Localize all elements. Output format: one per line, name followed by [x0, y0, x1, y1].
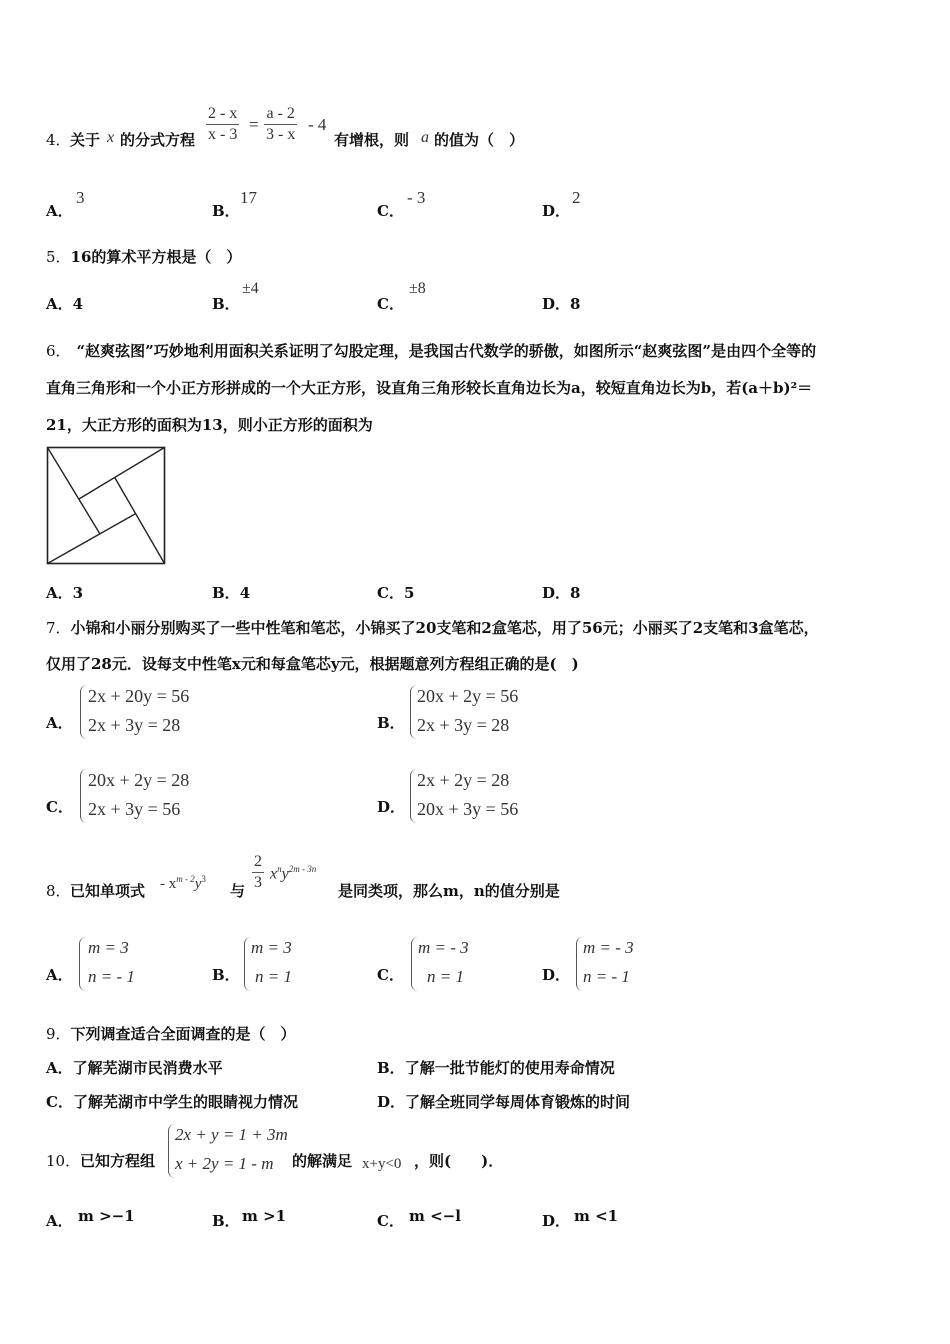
big-square: [48, 448, 165, 564]
option-value: 了解全班同学每周体育锻炼的时间: [405, 1093, 631, 1111]
q10-text-a: 已知方程组: [80, 1152, 156, 1170]
q4-text-c: 有增根，则: [334, 131, 410, 149]
q8-coefficient: [252, 852, 264, 893]
q9-option-a[interactable]: [46, 1057, 223, 1078]
q10-option-a[interactable]: [46, 1207, 196, 1233]
option-value: 8: [570, 295, 581, 313]
q5-stem: [46, 246, 241, 267]
q6-line-3: 21，大正方形的面积为13，则小正方形的面积为: [46, 416, 373, 434]
q8-option-c[interactable]: [377, 935, 527, 995]
q6-text-line-1: “赵爽弦图”巧妙地利用面积关系证明了勾股定理，是我国古代数学的骄傲，如图所示“赵爽弦图”是由四个全等的: [76, 342, 817, 360]
option-label: A．: [46, 1059, 73, 1077]
q9-stem: [46, 1023, 296, 1044]
equation-1: 20x + 2y = 28: [88, 770, 190, 790]
q8-stem: [46, 852, 746, 902]
q6-option-a[interactable]: [46, 582, 83, 603]
mono1-exp-y: 3: [201, 874, 206, 884]
option-label: A．: [46, 202, 73, 220]
option-label: D．: [542, 584, 571, 602]
q4-frac1-denominator: x - 3: [208, 126, 238, 143]
brace-icon: [80, 685, 87, 739]
mono1-exp-x: m - 2: [176, 874, 195, 884]
option-label: C．: [46, 798, 73, 816]
q4-var-a: a: [421, 129, 429, 146]
q9-option-d[interactable]: [377, 1091, 630, 1112]
option-label: B．: [212, 584, 240, 602]
brace-icon: [168, 1124, 175, 1178]
triangle-hypotenuse-4: [48, 514, 136, 564]
option-value: - 3: [407, 188, 426, 207]
mono1-base: - x: [160, 876, 177, 892]
q6-option-d[interactable]: [542, 582, 580, 603]
mono1-y: y: [194, 876, 202, 892]
option-label: D．: [377, 1093, 406, 1111]
option-label: C．: [377, 584, 404, 602]
mono2-exp-y: 2m - 3n: [288, 864, 317, 874]
q4-option-a[interactable]: [46, 188, 196, 218]
option-label: C．: [377, 1212, 404, 1230]
option-value: 17: [240, 188, 257, 207]
q4-text-b: 的分式方程: [120, 131, 196, 149]
q10-equation-2: x + 2y = 1 - m: [175, 1154, 274, 1173]
option-label: C．: [377, 966, 404, 984]
q4-option-c[interactable]: [377, 188, 527, 218]
q4-option-d[interactable]: [542, 188, 692, 218]
q6-option-c[interactable]: [377, 582, 414, 603]
mono2-x: x: [270, 865, 278, 883]
brace-icon: [410, 685, 417, 739]
equation-2: 2x + 3y = 56: [88, 799, 181, 819]
brace-icon: [80, 769, 87, 823]
q10-stem: [46, 1122, 646, 1182]
option-value: m >1: [242, 1207, 287, 1225]
mono2-y: y: [281, 865, 289, 883]
mono2-exp-x: n: [277, 864, 282, 874]
q4-number: 4．: [46, 131, 71, 149]
q8-text-a: 已知单项式: [70, 882, 146, 900]
brace-icon: [244, 937, 251, 991]
equation-2: n = 1: [427, 967, 464, 986]
option-value: m >−1: [78, 1207, 135, 1225]
q6-option-b[interactable]: [212, 582, 250, 603]
q7-option-b[interactable]: [377, 683, 677, 743]
option-label: B．: [212, 295, 240, 313]
option-label: D．: [542, 1212, 571, 1230]
q10-number: 10．: [46, 1152, 81, 1170]
q8-option-b[interactable]: [212, 935, 362, 995]
option-value: ±4: [242, 280, 259, 297]
option-value: 了解一批节能灯的使用寿命情况: [404, 1059, 615, 1077]
option-label: A．: [46, 584, 73, 602]
option-label: C．: [46, 1093, 73, 1111]
q8-monomial-2: [270, 864, 316, 883]
q6-number: 6．: [46, 342, 71, 360]
q7-option-a[interactable]: [46, 683, 346, 743]
q10-option-b[interactable]: [212, 1207, 362, 1233]
option-label: C．: [377, 202, 404, 220]
q8-monomial-1: [160, 874, 206, 893]
q7-line-1: [46, 617, 819, 638]
option-label: D．: [542, 966, 571, 984]
brace-icon: [79, 937, 86, 991]
equation-1: m = 3: [251, 938, 292, 957]
option-label: A．: [46, 966, 73, 984]
option-value: 4: [72, 295, 84, 313]
equation-2: n = - 1: [88, 967, 135, 986]
q7-number: 7．: [46, 619, 71, 637]
q5-option-d[interactable]: [542, 293, 580, 314]
q8-option-d[interactable]: [542, 935, 692, 995]
q4-fraction-1: [206, 104, 239, 145]
q4-var-x: x: [107, 129, 115, 146]
q10-equation-1: 2x + y = 1 + 3m: [175, 1125, 288, 1144]
equation-1: 20x + 2y = 56: [417, 686, 519, 706]
q8-option-a[interactable]: [46, 935, 196, 995]
option-value: m <−l: [409, 1207, 461, 1225]
q7-text-line-1: 小锦和小丽分别购买了一些中性笔和笔芯，小锦买了20支笔和2盒笔芯，用了56元；小丽买了2支笔和3盒笔芯，: [70, 619, 819, 637]
option-label: B．: [377, 1059, 405, 1077]
brace-icon: [410, 769, 417, 823]
q8-text-b: 与: [230, 882, 246, 900]
option-label: C．: [377, 295, 404, 313]
option-label: B．: [212, 202, 240, 220]
q9-number: 9．: [46, 1025, 71, 1043]
option-value: 5: [403, 584, 415, 602]
option-label: D．: [542, 295, 571, 313]
q4-frac2-numerator: a - 2: [264, 104, 297, 125]
equation-2: n = - 1: [583, 967, 630, 986]
triangle-hypotenuse-2: [79, 448, 165, 500]
q4-text-d: 的值为（ ）: [434, 131, 525, 149]
q5-option-b[interactable]: [212, 280, 362, 312]
option-value: ±8: [409, 280, 426, 297]
q4-frac1-numerator: 2 - x: [206, 104, 239, 125]
q4-text-a: 关于: [70, 131, 101, 149]
q10-option-c[interactable]: [377, 1207, 527, 1233]
q8-text-c: 是同类项，那么m，n的值分别是: [338, 882, 560, 900]
option-label: A．: [46, 1212, 73, 1230]
option-label: A．: [46, 714, 73, 732]
q6-line-1: [46, 340, 816, 361]
q8-number: 8．: [46, 882, 71, 900]
zhao-shuang-diagram: [46, 446, 168, 566]
option-value: 3: [72, 584, 84, 602]
q4-equals: =: [249, 115, 259, 134]
option-value: 3: [76, 188, 85, 207]
option-label: B．: [212, 1212, 240, 1230]
option-value: m <1: [574, 1207, 619, 1225]
option-label: A．: [46, 295, 73, 313]
q10-text-b: 的解满足: [292, 1152, 353, 1170]
q4-fraction-2: [264, 104, 297, 145]
q4-option-b[interactable]: [212, 188, 362, 218]
option-label: D．: [542, 202, 571, 220]
q5-option-a[interactable]: [46, 293, 83, 314]
option-label: B．: [212, 966, 240, 984]
equation-2: n = 1: [255, 967, 292, 986]
option-value: 2: [572, 188, 581, 207]
brace-icon: [576, 937, 583, 991]
equation-1: 2x + 2y = 28: [417, 770, 510, 790]
q4-frac2-denominator: 3 - x: [266, 126, 296, 143]
q9-option-b[interactable]: [377, 1057, 615, 1078]
q7-option-d[interactable]: [377, 767, 677, 827]
coef-denominator: 3: [254, 874, 262, 891]
q7-option-c[interactable]: [46, 767, 346, 827]
q7-line-2: 仅用了28元．设每支中性笔x元和每盒笔芯y元，根据题意列方程组正确的是( ): [46, 655, 579, 673]
option-value: 了解芜湖市民消费水平: [72, 1059, 223, 1077]
equation-1: m = - 3: [418, 938, 469, 957]
q5-text: 16的算术平方根是（ ）: [70, 248, 242, 266]
q9-text: 下列调查适合全面调查的是（ ）: [70, 1025, 296, 1043]
q6-line-2: 直角三角形和一个小正方形拼成的一个大正方形，设直角三角形较长直角边长为a，较短直角边长为b，若(a＋b)²＝: [46, 379, 813, 397]
equation-1: 2x + 20y = 56: [88, 686, 190, 706]
option-value: 8: [570, 584, 581, 602]
equation-2: 20x + 3y = 56: [417, 799, 519, 819]
q9-option-c[interactable]: [46, 1091, 298, 1112]
q10-text-c: ，则( )．: [414, 1152, 504, 1170]
coef-numerator: 2: [252, 852, 264, 873]
q5-number: 5．: [46, 248, 71, 266]
equation-2: 2x + 3y = 28: [88, 715, 181, 735]
option-label: D．: [377, 798, 406, 816]
q4-tail: - 4: [308, 115, 327, 134]
option-value: 了解芜湖市中学生的眼睛视力情况: [72, 1093, 298, 1111]
equation-1: m = 3: [88, 938, 129, 957]
q10-condition: x+y<0: [362, 1156, 402, 1172]
q10-option-d[interactable]: [542, 1207, 692, 1233]
equation-2: 2x + 3y = 28: [417, 715, 510, 735]
q5-option-c[interactable]: [377, 280, 527, 312]
brace-icon: [411, 937, 418, 991]
option-label: B．: [377, 714, 405, 732]
equation-1: m = - 3: [583, 938, 634, 957]
option-value: 4: [239, 584, 251, 602]
